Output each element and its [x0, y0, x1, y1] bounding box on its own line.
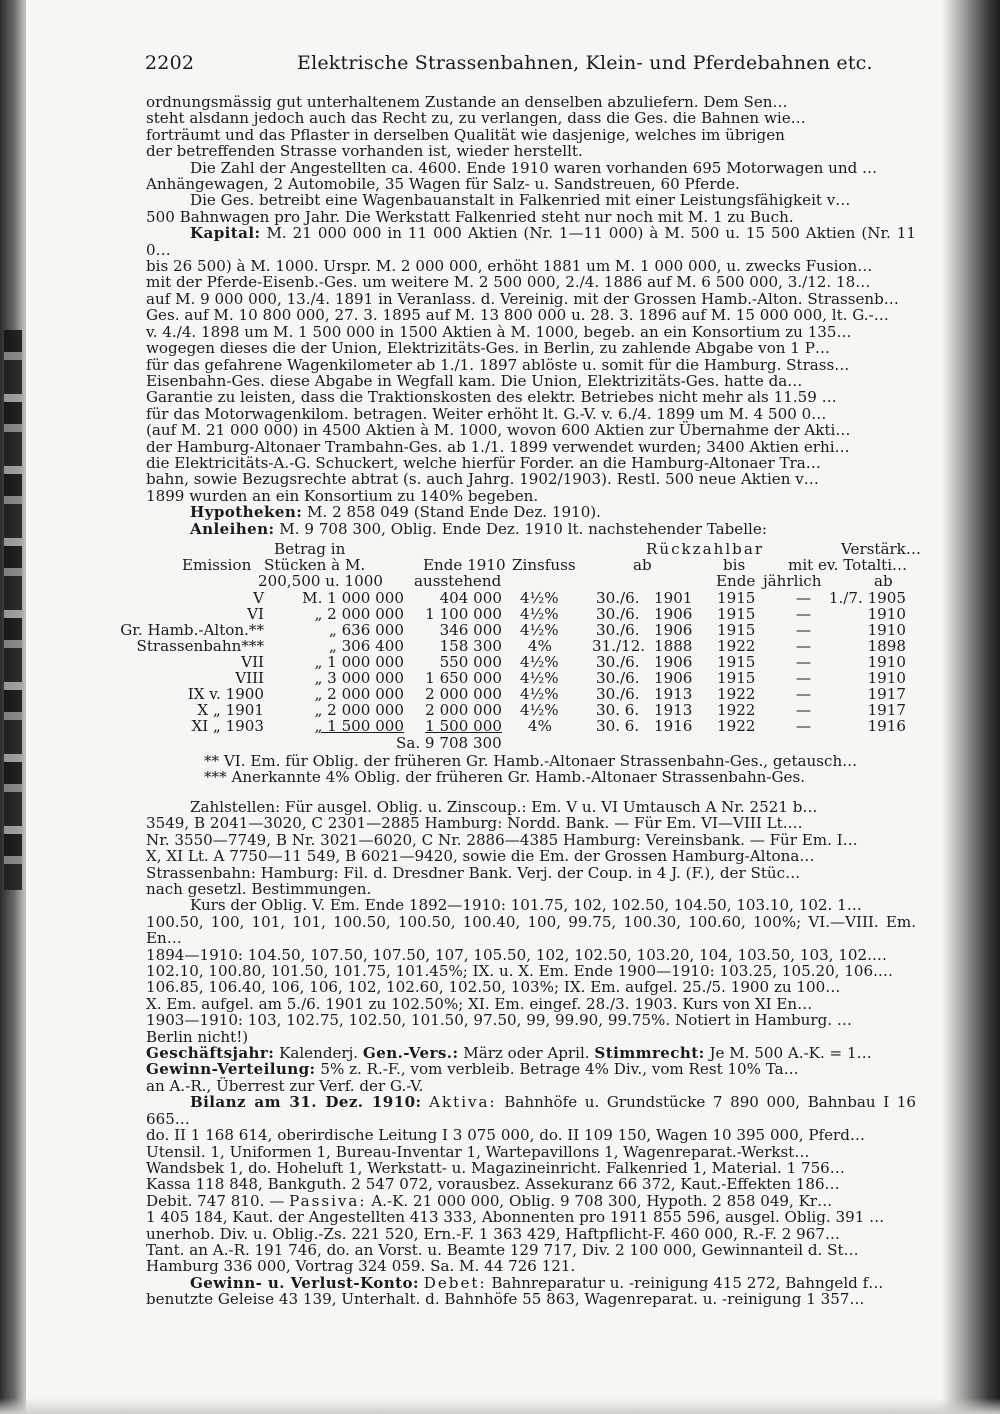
th-mit-1: mit ev. Totalti…	[788, 555, 908, 574]
cell-ausstehend: 404 000	[439, 588, 502, 607]
th-ab: ab	[633, 555, 652, 574]
paragraph-line: Strassenbahn: Hamburg: Fil. d. Dresdner Bank. Verj. der Coup. in 4 J. (F.), der Stüc…	[146, 863, 801, 882]
paragraph-line: der betreffenden Strasse vorhanden ist, wieder herstellt.	[146, 142, 583, 161]
cell-ab-day: 31./12.	[592, 636, 646, 655]
cell-mit: —	[796, 604, 812, 623]
cell-verst: 1910	[867, 604, 906, 623]
passiva-text: A.-K. 21 000 000, Oblig. 9 708 300, Hypoth. 2 858 049, Kr…	[371, 1191, 833, 1210]
paragraph-line: Die Zahl der Angestellten ca. 4600. Ende 1910 waren vorhanden 695 Motorwagen und …	[190, 158, 878, 177]
th-emission: Emission	[182, 555, 252, 574]
cell-ab-year: 1906	[654, 668, 693, 687]
cell-ausstehend: 1 650 000	[425, 668, 502, 687]
cell-bis: 1915	[717, 604, 756, 623]
cell-betrag: M. 1 000 000	[302, 588, 404, 607]
paragraph-line: 3549, B 2041—3020, C 2301—2885 Hamburg: Nordd. Bank. — Für Em. VI—VIII Lt.…	[146, 814, 803, 833]
paragraph-line: nach gesetzl. Bestimmungen.	[146, 880, 372, 898]
cell-ab-year: 1913	[654, 684, 693, 703]
footnote: *** Anerkannte 4% Oblig. der früheren Gr. Hamb.-Altonaer Strassenbahn-Ges.	[204, 767, 806, 786]
paragraph-line: do. II 1 168 614, oberirdische Leitung I 3 075 000, do. II 109 150, Wagen 10 395 000, Pferd…	[146, 1126, 866, 1145]
cell-ausstehend: 158 300	[439, 636, 502, 655]
cell-ab-day: 30./6.	[596, 668, 640, 687]
paragraph-line: forträumt und das Pflaster in derselben Qualität wie dasjenige, welches im übrigen	[146, 125, 785, 144]
cell-ab-day: 30./6.	[596, 604, 640, 623]
cell-zins: 4½%	[520, 700, 559, 719]
th-rueckzahlbar: Rückzahlbar	[646, 539, 765, 558]
kapital-section	[146, 225, 916, 258]
bilanz-line	[146, 1094, 916, 1127]
cell-ab-year: 1906	[654, 652, 693, 671]
th-betrag-2: Stücken à M.	[264, 555, 366, 574]
paragraph-line: an A.-R., Überrest zur Verf. der G.-V.	[146, 1076, 424, 1095]
th-bis-1: bis	[723, 555, 746, 574]
cell-zins: 4½%	[520, 668, 559, 687]
cell-bis: 1915	[717, 652, 756, 671]
paragraph-line: ordnungsmässig gut unterhaltenem Zustande an denselben abzuliefern. Dem Sen…	[146, 93, 788, 111]
hypotheken-text: M. 2 858 049 (Stand Ende Dez. 1910).	[307, 503, 601, 522]
paragraph-line: auf M. 9 000 000, 13./4. 1891 in Veranlass. d. Vereinig. mit der Grossen Hamb.-Alton. Strassenb…	[146, 289, 899, 308]
cell-betrag: „ 2 000 000	[314, 604, 404, 623]
th-betrag-3: 200,500 u. 1000	[258, 571, 383, 590]
paragraph-line: 106.85, 106.40, 106, 106, 102, 102.60, 102.50, 103%; IX. Em. aufgel. 25./5. 1900 zu 100…	[146, 978, 841, 997]
spine-lettering	[4, 330, 22, 890]
cell-ab-year: 1888	[654, 636, 693, 655]
cell-zins: 4½%	[520, 652, 559, 671]
cell-verst: 1910	[867, 652, 906, 671]
paragraph-line: Kassa 118 848, Bankguth. 2 547 072, vorausbez. Assekuranz 66 372, Kaut.-Effekten 186…	[146, 1175, 840, 1194]
cell-zins: 4½%	[520, 620, 559, 639]
cell-bis: 1915	[717, 620, 756, 639]
bond-table	[120, 539, 921, 799]
cell-mit: —	[796, 716, 812, 735]
paragraph-line: Hamburg 336 000, Vortrag 324 059. Sa. M. 44 726 121.	[146, 1257, 576, 1276]
cell-verst: 1917	[867, 684, 906, 703]
cell-zins: 4%	[528, 716, 552, 735]
cell-verst: 1910	[867, 668, 906, 687]
th-bis-2: Ende	[716, 571, 756, 590]
anleihen-text: M. 9 708 300, Oblig. Ende Dez. 1910 lt. nachstehender Tabelle:	[279, 519, 767, 538]
th-ende-1: Ende 1910	[423, 555, 506, 574]
cell-ausstehend: 550 000	[439, 652, 502, 671]
table-sum: Sa. 9 708 300	[396, 733, 502, 752]
paragraph-line: Eisenbahn-Ges. diese Abgabe in Wegfall kam. Die Union, Elektrizitäts-Ges. hatte da…	[146, 371, 803, 390]
cell-mit: —	[796, 684, 812, 703]
bilanz-text: Bahnhöfe u. Grundstücke 7 890 000, Bahnbau I 16 665…	[146, 1093, 916, 1128]
cell-ausstehend: 1 500 000	[425, 716, 502, 735]
cell-zins: 4½%	[520, 604, 559, 623]
th-ende-2: ausstehend	[414, 571, 502, 590]
paragraph-line: v. 4./4. 1898 um M. 1 500 000 in 1500 Aktien à M. 1000, begeb. an ein Konsortium zu 135…	[146, 322, 852, 341]
footnote: ** VI. Em. für Oblig. der früheren Gr. Hamb.-Altonaer Strassenbahn-Ges., getausch…	[204, 751, 858, 770]
cell-emission: VII	[241, 652, 264, 671]
cell-emission: V	[253, 588, 264, 607]
paragraph-line: M. 21 000 000 in 11 000 Aktien (Nr. 1—11 000) à M. 500 u. 15 500 Aktien (Nr. 11 0…	[146, 224, 916, 259]
paragraph-line: Ges. auf M. 10 800 000, 27. 3. 1895 auf M. 13 800 000 u. 28. 3. 1896 auf M. 15 000 000, lt. G.-…	[146, 306, 889, 325]
cell-emission: Strassenbahn***	[136, 636, 264, 655]
cell-betrag: „ 3 000 000	[314, 668, 404, 687]
debet-label: Debet:	[423, 1273, 487, 1292]
paragraph-line: Nr. 3550—7749, B Nr. 3021—6020, C Nr. 2886—4385 Hamburg: Vereinsbank. — Für Em. I…	[146, 830, 858, 849]
cell-betrag: „ 1 500 000	[314, 716, 404, 735]
cell-ab-day: 30. 6.	[596, 716, 640, 735]
cell-emission: VI	[247, 604, 264, 623]
paragraph-line: Wandsbek 1, do. Hoheluft 1, Werkstatt- u. Magazineinricht. Falkenried 1, Material. 1 756…	[146, 1158, 845, 1177]
cell-mit: —	[796, 588, 812, 607]
paragraph-line: wogegen dieses die der Union, Elektrizitäts-Ges. in Berlin, zu zahlende Abgabe von 1 P…	[146, 339, 830, 358]
paragraph-line: unerhob. Div. u. Oblig.-Zs. 221 520, Ern.-F. 1 363 429, Haftpflicht-F. 460 000, R.-F. 2 967…	[146, 1224, 841, 1243]
cell-zins: 4½%	[520, 588, 559, 607]
passiva-label: Passiva:	[289, 1191, 367, 1210]
paragraph-line: 1894—1910: 104.50, 107.50, 107.50, 107, 105.50, 102, 102.50, 103.20, 104, 103.50, 103, 102.…	[146, 945, 887, 964]
th-verstaerk-2: ab	[874, 571, 893, 590]
bilanz-label: Bilanz am 31. Dez. 1910:	[190, 1093, 422, 1112]
anleihen-section	[146, 521, 916, 537]
cell-ab-year: 1916	[654, 716, 693, 735]
cell-ab-day: 30./6.	[596, 588, 640, 607]
paragraph-line: Berlin nicht!)	[146, 1027, 249, 1046]
paragraph-line: 1903—1910: 103, 102.75, 102.50, 101.50, 97.50, 99, 99.90, 99.75%. Notiert in Hamburg. …	[146, 1011, 852, 1030]
cell-verst: 1916	[867, 716, 906, 735]
cell-zins: 4½%	[520, 684, 559, 703]
cell-zins: 4%	[528, 636, 552, 655]
page-bottom-edge	[0, 1398, 1000, 1414]
cell-bis: 1915	[717, 668, 756, 687]
paragraph-line: Die Ges. betreibt eine Wagenbauanstalt in Falkenried mit einer Leistungsfähigkeit v…	[190, 191, 851, 210]
cell-mit: —	[796, 636, 812, 655]
page-body	[120, 93, 921, 1309]
cell-mit: —	[796, 620, 812, 639]
cell-betrag: „ 2 000 000	[314, 700, 404, 719]
paragraph-line: bis 26 500) à M. 1000. Urspr. M. 2 000 000, erhöht 1881 um M. 1 000 000, u. zwecks Fusion…	[146, 257, 873, 276]
th-verstaerk-1: Verstärk…	[841, 539, 921, 558]
anleihen-label: Anleihen:	[190, 519, 275, 538]
cell-mit: —	[796, 668, 812, 687]
cell-ab-year: 1913	[654, 700, 693, 719]
cell-betrag: „ 1 000 000	[314, 652, 404, 671]
gewinn-line	[146, 1061, 916, 1077]
cell-emission: IX v. 1900	[187, 684, 264, 703]
paragraph-line: 500 Bahnwagen pro Jahr. Die Werkstatt Falkenried steht nur noch mit M. 1 zu Buch.	[146, 207, 794, 226]
cell-betrag: „ 636 000	[328, 620, 404, 639]
paragraph-line: Kurs der Oblig. V. Em. Ende 1892—1910: 101.75, 102, 102.50, 104.50, 103.10, 102. 1…	[190, 896, 862, 915]
cell-bis: 1922	[717, 716, 756, 735]
paragraph-line: Garantie zu leisten, dass die Traktionskosten des elektr. Betriebes nicht mehr als 11.59 …	[146, 388, 837, 407]
th-betrag-1: Betrag in	[274, 539, 346, 558]
paragraph-line: steht alsdann jedoch auch das Recht zu, zu verlangen, dass die Ges. die Bahnen wie…	[146, 109, 806, 128]
cell-emission: X „ 1901	[197, 700, 264, 719]
paragraph-line: für das Motorwagenkilom. betragen. Weiter erhöht lt. G.-V. v. 6./4. 1899 um M. 4 500 0…	[146, 404, 827, 423]
cell-ausstehend: 1 100 000	[425, 604, 502, 623]
geschaeft-line	[146, 1045, 916, 1061]
th-mit-2: jährlich	[763, 571, 822, 590]
cell-ausstehend: 2 000 000	[425, 700, 502, 719]
paragraph-line: der Hamburg-Altonaer Trambahn-Ges. ab 1./1. 1899 verwendet wurden; 3400 Aktien erhi…	[146, 437, 850, 456]
cell-ab-day: 30./6.	[596, 620, 640, 639]
paragraph-line: die Elektricitäts-A.-G. Schuckert, welche hierfür Forder. an die Hamburg-Altonaer Tra…	[146, 453, 821, 472]
cell-bis: 1915	[717, 588, 756, 607]
cell-ab-day: 30./6.	[596, 684, 640, 703]
cell-emission: VIII	[235, 668, 264, 687]
th-zinsfuss: Zinsfuss	[512, 555, 576, 574]
cell-ausstehend: 346 000	[439, 620, 502, 639]
paragraph-line: 102.10, 100.80, 101.50, 101.75, 101.45%; IX. u. X. Em. Ende 1900—1910: 103.25, 105.20, 106.…	[146, 962, 894, 981]
cell-betrag: „ 306 400	[328, 636, 404, 655]
paragraph-line: Tant. an A.-R. 191 746, do. an Vorst. u. Beamte 129 717, Div. 2 100 000, Gewinnanteil d. St…	[146, 1240, 859, 1259]
book-spine-shadow	[0, 0, 26, 1414]
stimmrecht-label: Stimmrecht:	[594, 1044, 705, 1063]
cell-verst: 1898	[867, 636, 906, 655]
cell-ab-day: 30. 6.	[596, 700, 640, 719]
paragraph-line: Zahlstellen: Für ausgel. Oblig. u. Zinscoup.: Em. V u. VI Umtausch A Nr. 2521 b…	[190, 797, 818, 816]
guv-line	[146, 1275, 916, 1291]
cell-ab-year: 1901	[654, 588, 693, 607]
cell-bis: 1922	[717, 636, 756, 655]
cell-emission: Gr. Hamb.-Alton.**	[120, 620, 264, 639]
paragraph-line: 1 405 184, Kaut. der Angestellten 413 333, Abonnenten pro 1911 855 596, ausgel. Oblig. 391 …	[146, 1208, 885, 1227]
cell-ab-day: 30./6.	[596, 652, 640, 671]
gen-vers-label: Gen.-Vers.:	[362, 1044, 459, 1063]
paragraph-line: bahn, sowie Bezugsrechte abtrat (s. auch Jahrg. 1902/1903). Restl. 500 neue Aktien v…	[146, 470, 819, 489]
cell-verst: 1./7. 1905	[828, 588, 906, 607]
cell-mit: —	[796, 652, 812, 671]
paragraph-line: für das gefahrene Wagenkilometer ab 1./1. 1897 ablöste u. somit für die Hamburg. Strass…	[146, 355, 850, 374]
cell-verst: 1910	[867, 620, 906, 639]
gen-vers-text: März oder April.	[463, 1044, 590, 1063]
passiva-line	[146, 1193, 916, 1209]
hypotheken-section	[146, 504, 916, 520]
cell-bis: 1922	[717, 684, 756, 703]
cell-ab-year: 1906	[654, 604, 693, 623]
aktiva-label: Aktiva:	[429, 1093, 497, 1112]
cell-ab-year: 1906	[654, 620, 693, 639]
paragraph-line: (auf M. 21 000 000) in 4500 Aktien à M. 1000, wovon 600 Aktien zur Übernahme der Akti…	[146, 421, 851, 440]
paragraph-line: benutzte Geleise 43 139, Unterhalt. d. Bahnhöfe 55 863, Wagenreparat. u. -reinigung 1 357…	[146, 1290, 865, 1309]
hypotheken-label: Hypotheken:	[190, 503, 303, 522]
cell-emission: XI „ 1903	[191, 716, 264, 735]
page-number: 2202	[145, 52, 195, 74]
cell-bis: 1922	[717, 700, 756, 719]
geschaeftsjahr-label: Geschäftsjahr:	[146, 1044, 275, 1063]
paragraph-line: 1899 wurden an ein Konsortium zu 140% begeben.	[146, 486, 539, 505]
cell-verst: 1917	[867, 700, 906, 719]
paragraph-line: mit der Pferde-Eisenb.-Ges. um weitere M. 2 500 000, 2./4. 1886 auf M. 6 500 000, 3./12. 18…	[146, 273, 871, 292]
gewinn-text: 5% z. R.-F., vom verbleib. Betrage 4% Div., vom Rest 10% Ta…	[320, 1060, 799, 1079]
paragraph-line: Anhängewagen, 2 Automobile, 35 Wagen für Salz- u. Sandstreuen, 60 Pferde.	[146, 175, 740, 194]
guv-label: Gewinn- u. Verlust-Konto:	[190, 1273, 419, 1292]
page-edge-shadow	[942, 0, 1000, 1414]
kapital-label: Kapital:	[190, 224, 261, 243]
passiva-pre: Debit. 747 810. —	[146, 1191, 285, 1210]
geschaeftsjahr-text: Kalenderj.	[279, 1044, 359, 1063]
running-title: Elektrische Strassenbahnen, Klein- und Pferdebahnen etc.	[297, 52, 873, 74]
cell-betrag: „ 2 000 000	[314, 684, 404, 703]
cell-mit: —	[796, 700, 812, 719]
cell-ausstehend: 2 000 000	[425, 684, 502, 703]
paragraph-line: X, XI Lt. A 7750—11 549, B 6021—9420, sowie die Em. der Grossen Hamburg-Altona…	[146, 847, 815, 866]
stimmrecht-text: Je M. 500 A.-K. = 1…	[709, 1044, 872, 1063]
guv-text: Bahnreparatur u. -reinigung 415 272, Bahngeld f…	[491, 1273, 884, 1292]
paragraph-line: 100.50, 100, 101, 101, 100.50, 100.50, 100.40, 100, 99.75, 100.30, 100.60, 100%; VI.—VIII. Em. En…	[146, 912, 916, 948]
gewinn-label: Gewinn-Verteilung:	[146, 1060, 316, 1079]
paragraph-line: X. Em. aufgel. am 5./6. 1901 zu 102.50%; XI. Em. eingef. 28./3. 1903. Kurs von XI En…	[146, 994, 813, 1013]
paragraph-line: Utensil. 1, Uniformen 1, Bureau-Inventar 1, Wartepavillons 1, Wagenreparat.-Werkst…	[146, 1142, 810, 1161]
